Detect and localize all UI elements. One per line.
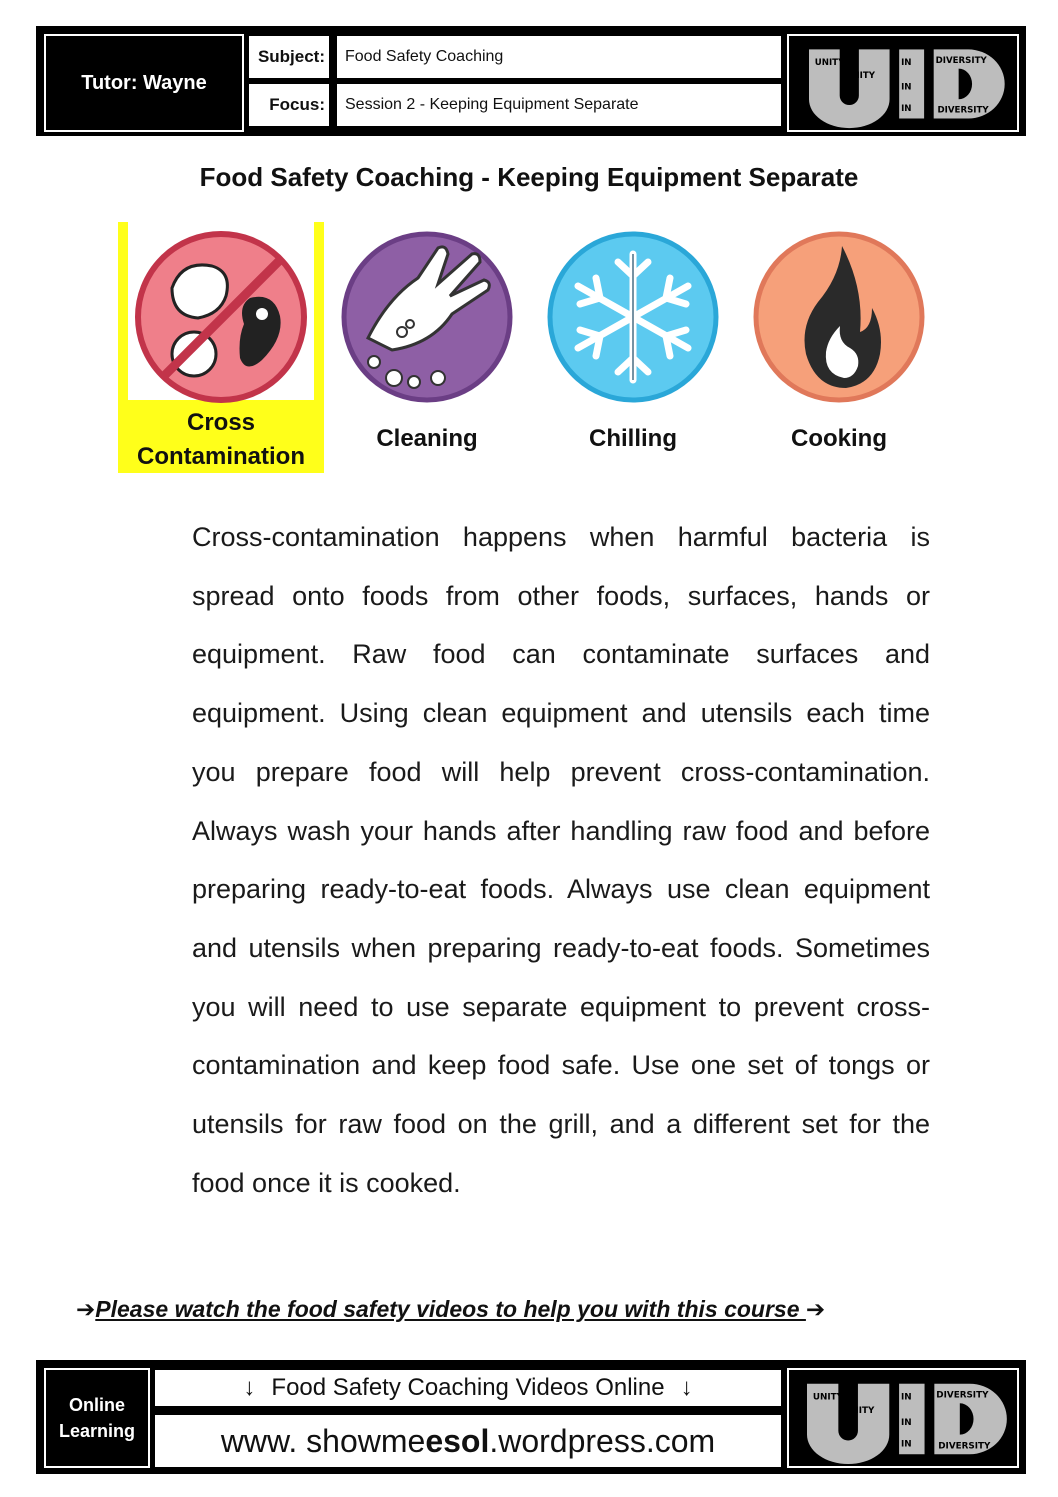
down-arrow-icon: ➔ [805, 1296, 826, 1322]
category-cooking [736, 222, 942, 473]
svg-text:DIVERSITY: DIVERSITY [935, 55, 987, 66]
page-title: Food Safety Coaching - Keeping Equipment Separate [199, 162, 859, 192]
footer-box [36, 1360, 1026, 1474]
uid-logo-graphic [789, 36, 1017, 130]
washing-hands-icon [338, 228, 516, 406]
online-line1: Online [68, 1395, 125, 1415]
category-label: Cleaning [376, 425, 478, 452]
svg-text:IN: IN [901, 1439, 912, 1450]
body-paragraph: Cross-contamination happens when harmful bacteria is spread onto foods from other foods, surfaces, hands or equipment. Raw food can contaminate surfaces and equipment. Using clean equipment and utensils each time you prepare food will help prevent cross-contamination. Always wash your hands after handling raw food and before preparing ready-to-eat foods. Always use clean equipment and utensils when preparing ready-to-eat foods. Sometimes you will need to use separate equipment to prevent cross-contamination and keep food safe. Use one set of tongs or utensils for raw food on the grill, and a different set for the food once it is cooked. [192, 522, 930, 1198]
uid-logo-footer [787, 1368, 1019, 1468]
online-line2: Learning [58, 1421, 135, 1441]
tutor-name: Tutor: Wayne [44, 34, 244, 132]
website-link[interactable] [153, 1413, 783, 1469]
note-text: Please watch the food safety videos to help you with this course [95, 1296, 806, 1322]
down-arrow-icon: ↓ [243, 1374, 256, 1401]
category-label: Cooking [791, 425, 887, 452]
svg-text:IN: IN [901, 57, 912, 68]
subject-label: Subject: [247, 34, 331, 80]
uid-logo [787, 34, 1019, 132]
svg-text:UNITY: UNITY [812, 1392, 844, 1403]
svg-text:UNITY: UNITY [814, 57, 845, 68]
svg-text:DIVERSITY: DIVERSITY [938, 1441, 991, 1452]
uid-logo-graphic [789, 1370, 1017, 1466]
svg-text:UNITY: UNITY [845, 71, 876, 82]
watch-videos-note [76, 1296, 976, 1323]
url-prefix: www. showme [220, 1422, 426, 1459]
videos-label-box [153, 1368, 783, 1408]
url-bold: esol [425, 1422, 490, 1459]
focus-label: Focus: [247, 82, 331, 128]
down-arrow-icon: ➔ [76, 1296, 96, 1322]
subject-value: Food Safety Coaching [335, 34, 783, 80]
svg-text:IN: IN [901, 103, 912, 114]
header-box [36, 26, 1026, 136]
category-cleaning [324, 222, 530, 473]
videos-label: Food Safety Coaching Videos Online [271, 1374, 665, 1401]
url-suffix: .wordpress.com [489, 1422, 716, 1459]
svg-text:DIVERSITY: DIVERSITY [936, 1390, 989, 1401]
svg-text:IN: IN [901, 1392, 912, 1403]
flame-icon [750, 228, 928, 406]
svg-text:IN: IN [901, 82, 912, 93]
category-cross-contamination [118, 222, 324, 473]
snowflake-icon [544, 228, 722, 406]
svg-text:UNITY: UNITY [844, 1406, 875, 1417]
category-label: Chilling [589, 425, 677, 452]
category-chilling [530, 222, 736, 473]
down-arrow-icon: ↓ [680, 1374, 693, 1401]
svg-text:DIVERSITY: DIVERSITY [937, 105, 989, 116]
focus-value: Session 2 - Keeping Equipment Separate [335, 82, 783, 128]
category-label-line2: Contamination [137, 443, 305, 470]
online-learning-label [44, 1368, 150, 1468]
svg-text:IN: IN [901, 1417, 912, 1428]
category-label: Cross [186, 409, 256, 436]
no-raw-meat-icon [132, 228, 310, 406]
